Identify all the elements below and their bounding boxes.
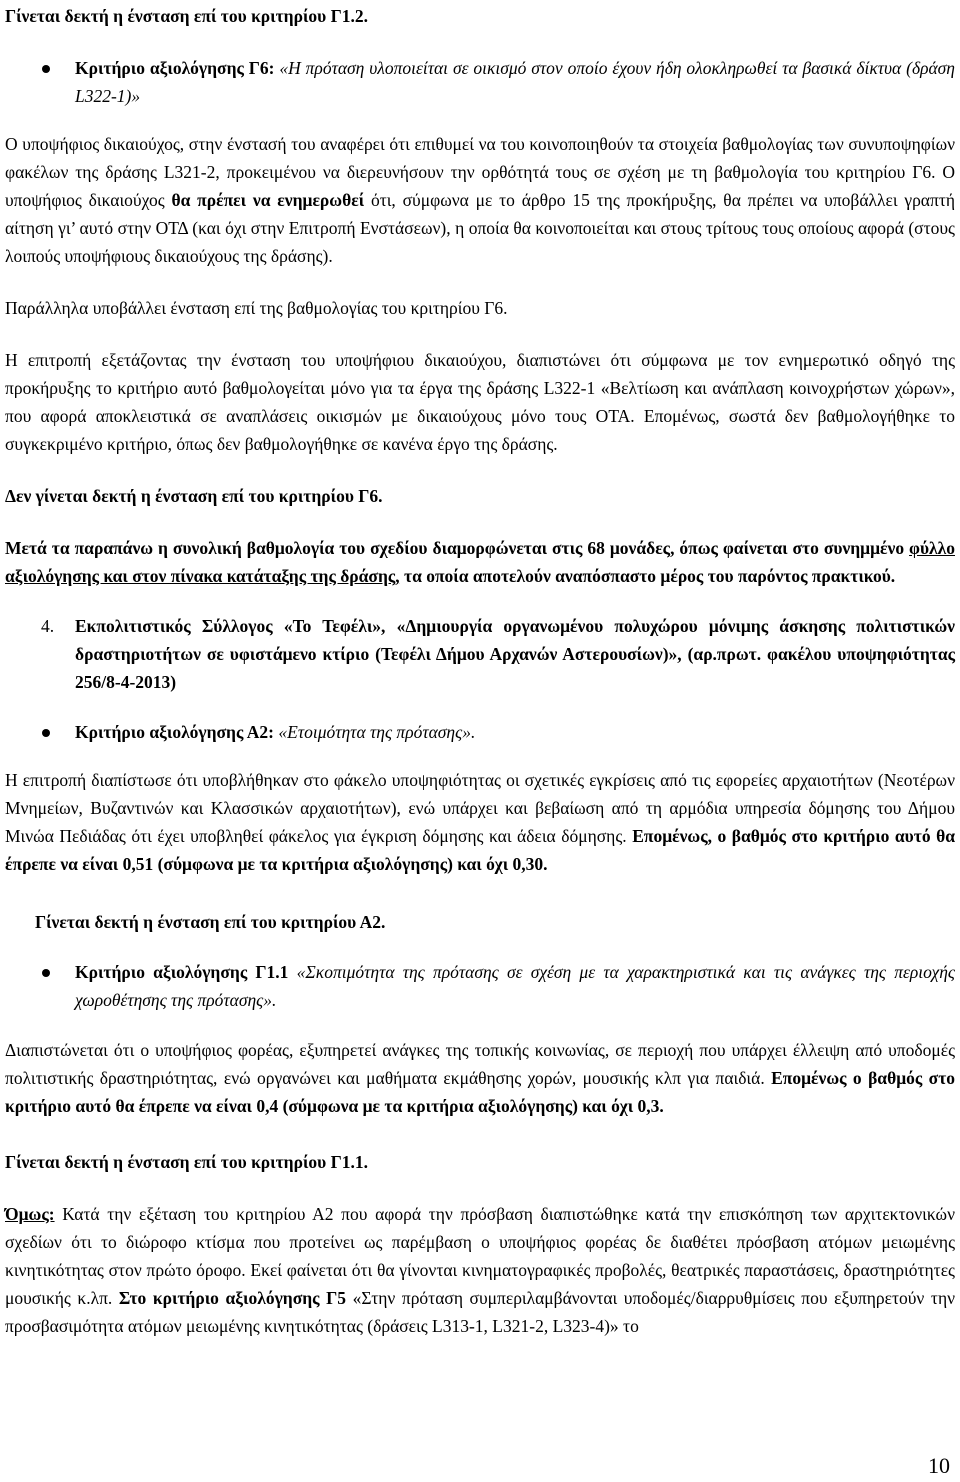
paragraph-text: ότι, σύμφωνα με το άρθρο 15 της προκήρυξης, θα πρέπει να υποβάλλει γραπτή αίτηση γι’ αυτό στην ΟΤΔ (και όχι στην Επιτροπή Ενστάσεων), η οποία θα κοινοποιείται και στους τρίτους τους οποίους αφορά (στους λοιπούς υποψήφιους δικαιούχους της δράσης).: [5, 190, 955, 266]
paragraph-text: Διαπιστώνεται ότι ο υποψήφιος φορέας, εξυπηρετεί ανάγκες της τοπικής κοινωνίας, σε περιοχή που υπάρχει έλλειψη από υποδομές πολιτιστικής δραστηριότητας, ενώ οργανώνει και μαθήματα εκμάθησης χορών, μουσικής κλπ για παιδιά.: [5, 1040, 955, 1088]
criterion-a2-label: Κριτήριο αξιολόγησης Α2:: [75, 722, 275, 742]
bold-phrase: Επομένως ο βαθμός στο κριτήριο αυτό θα έπρεπε να είναι 0,4 (σύμφωνα με τα κριτήρια αξιολόγησης) και όχι 0,3.: [5, 1068, 956, 1116]
criterion-g1-1-text: «Σκοπιμότητα της πρότασης σε σχέση με τα χαρακτηριστικά και τις ανάγκες της περιοχής χωροθέτησης της πρότασης».: [75, 962, 956, 1010]
paragraph-objection-g6: [5, 130, 955, 270]
underlined-phrase: φύλλο αξιολόγησης και στον πίνακα κατάταξης της δράσης,: [5, 538, 955, 586]
paragraph-committee-review-a2: [5, 766, 955, 878]
paragraph-text: Μετά τα παραπάνω η συνολική βαθμολογία του σχεδίου διαμορφώνεται στις 68 μονάδες, όπως φαίνεται στο συνημμένο: [5, 538, 905, 558]
decision-rejected-g6: Δεν γίνεται δεκτή η ένσταση επί του κριτηρίου Γ6.: [5, 486, 383, 506]
criterion-g6-item: [5, 54, 955, 110]
criterion-a2-text: «Ετοιμότητα της πρότασης».: [278, 722, 476, 742]
page-number: 10: [928, 1453, 950, 1478]
decision-accepted-a2: Γίνεται δεκτή η ένσταση επί του κριτηρίου Α2.: [35, 912, 386, 932]
paragraph-however: [5, 1200, 955, 1340]
bullet-icon: [42, 65, 50, 73]
bullet-icon: [42, 729, 50, 737]
paragraph-text: Κατά την εξέταση του κριτηρίου Α2 που αφορά την πρόσβαση διαπιστώθηκε κατά την επισκόπηση των αρχιτεκτονικών σχεδίων ότι το διώροφο κτίσμα που προτείνει ως παρέμβαση ο υποψήφιος φορέας δε διαθέτει πρόσβαση ατόμων μειωμένης κινητικότητας στον πρώτο όροφο. Εκεί φαίνεται ότι θα γίνονται κινηματογραφικές προβολές, θεατρικές παραστάσεις, δραστηριότητες μουσικής κ.λπ.: [5, 1204, 955, 1308]
numbered-item-4: [5, 612, 955, 696]
criterion-g6-text: «Η πρόταση υλοποιείται σε οικισμό στον οποίο έχουν ήδη ολοκληρωθεί τα βασικά δίκτυα (δράση L322-1)»: [75, 58, 955, 106]
paragraph-text: τα οποία αποτελούν αναπόσπαστο μέρος του παρόντος πρακτικού.: [404, 566, 896, 586]
paragraph-text: «Στην πρόταση συμπεριλαμβάνονται υποδομές/διαρρυθμίσεις που εξυπηρετούν την προσβασιμότητα ατόμων μειωμένης κινητικότητας (δράσεις L313-1, L321-2, L323-4)» το: [5, 1288, 956, 1336]
paragraph-committee-review-g1-1: [5, 1036, 955, 1120]
paragraph-total-score: [5, 534, 955, 590]
criterion-g1-1-item: [5, 958, 955, 1014]
bullet-icon: [42, 969, 50, 977]
decision-accepted-g1-1: Γίνεται δεκτή η ένσταση επί του κριτηρίου Γ1.1.: [5, 1152, 368, 1172]
bold-phrase: Στο κριτήριο αξιολόγησης Γ5: [118, 1288, 346, 1308]
bold-phrase: θα πρέπει να ενημερωθεί: [171, 190, 365, 210]
decision-accepted-g1-2: Γίνεται δεκτή η ένσταση επί του κριτηρίου Γ1.2.: [5, 6, 368, 26]
criterion-g1-1-label: Κριτήριο αξιολόγησης Γ1.1: [75, 962, 289, 982]
paragraph-text: Η επιτροπή διαπίστωσε ότι υποβλήθηκαν στο φάκελο υποψηφιότητας οι σχετικές εγκρίσεις από τις εφορείες αρχαιοτήτων (Νεοτέρων Μνημείων, Βυζαντινών και Κλασσικών αρχαιοτήτων), ενώ υπάρχει και βεβαίωση από τη αρμόδια υπηρεσία δόμησης του Δήμου Μινώα Πεδιάδας ότι έχει υποβληθεί φάκελος για έγκριση δόμησης και άδεια δόμησης.: [5, 770, 955, 846]
paragraph-parallel-objection: Παράλληλα υποβάλλει ένσταση επί της βαθμολογίας του κριτηρίου Γ6.: [5, 298, 508, 318]
item-number: 4.: [41, 616, 55, 636]
criterion-g6-label: Κριτήριο αξιολόγησης Γ6:: [75, 58, 275, 78]
item-title: Εκπολιτιστικός Σύλλογος «Το Τεφέλι», «Δημιουργία οργανωμένου πολυχώρου μόνιμης άσκησης πολιτιστικών δραστηριοτήτων σε υφιστάμενο κτίριο (Τεφέλι Δήμου Αρχανών Αστερουσίων)», (αρ.πρωτ. φακέλου υποψηφιότητας 256/8-4-2013): [75, 616, 955, 692]
however-label: Όμως:: [5, 1204, 55, 1224]
criterion-a2-item: [5, 718, 955, 746]
bold-phrase: Επομένως, ο βαθμός στο κριτήριο αυτό θα έπρεπε να είναι 0,51 (σύμφωνα με τα κριτήρια αξιολόγησης) και όχι 0,30.: [5, 826, 956, 874]
paragraph-committee-review-g6: Η επιτροπή εξετάζοντας την ένσταση του υποψήφιου δικαιούχου, διαπιστώνει ότι σύμφωνα με τον ενημερωτικό οδηγό της προκήρυξης το κριτήριο αυτό βαθμολογείται μόνο για τα έργα της δράσης L322-1 «Βελτίωση και ανάπλαση κοινοχρήστων χώρων», που αφορά αποκλειστικά σε αναπλάσεις οικισμών με δικαιούχους μόνο τους ΟΤΑ. Επομένως, σωστά δεν βαθμολογήθηκε το συγκεκριμένο κριτήριο, όπως δεν βαθμολογήθηκε σε κανένα έργο της δράσης.: [5, 350, 955, 454]
paragraph-text: Ο υποψήφιος δικαιούχος, στην ένστασή του αναφέρει ότι επιθυμεί να του κοινοποιηθούν τα στοιχεία βαθμολογίας των συνυποψηφίων φακέλων της δράσης L321-2, προκειμένου να διερευνήσουν την ορθότητά τους σε σχέση με τη βαθμολογία του κριτηρίου Γ6. Ο υποψήφιος δικαιούχος: [5, 134, 955, 210]
